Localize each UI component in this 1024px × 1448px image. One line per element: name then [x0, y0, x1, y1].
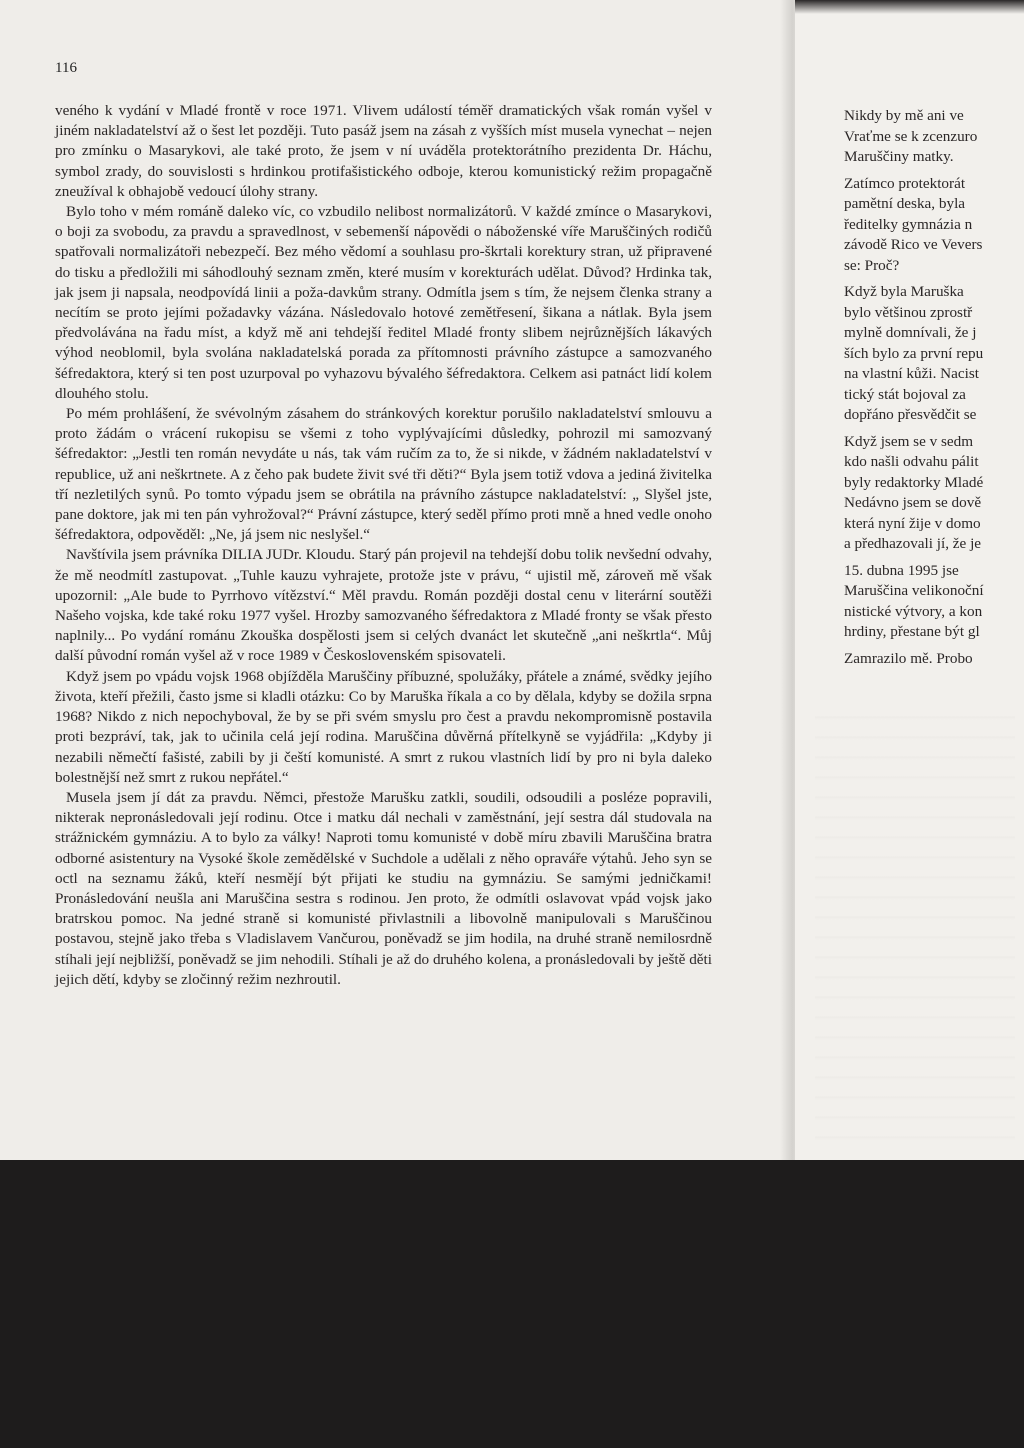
text-line: závodě Rico ve Vevers: [844, 236, 983, 253]
text-line: ších bylo za první repu: [844, 344, 984, 362]
paragraph: Když jsem po vpádu vojsk 1968 objížděla Maruščiny příbuzné, spolužáky, přátele a známé, svědky jejího života, kteří přežili, často jsme si kladli otázku: Co by Maruška říkala a co by dělala, kdyby se dožila srpna 1968? Nikdo z nich nepochyboval, že by se při svém smyslu pro čest a pravdu nekompromisně postavila proti bezpráví, tak, jak to učinila celá její rodina. Maruščina důvěrná přítelkyně se vyjádřila: „Kdyby ji nezabili němečtí fašisté, zabili by ji čeští komunisté. A smrt z rukou vlastních lidí by pro ni byla daleko bolestnější než smrt z rukou nepřátel.“: [55, 667, 712, 786]
text-line: Nedávno jsem se dově: [844, 494, 982, 511]
body-text: [55, 101, 712, 990]
scan-background: [0, 1160, 1024, 1448]
paragraph: Bylo toho v mém románě daleko víc, co vzbudilo nelibost normalizátorů. V každé zmínce o Masarykovi, o boji za svobodu, za pravdu a spravedlnost, v sebemenší nápovědi o náboženské víře Maruščiných rodičů spatřovali normalizátoři nebezpečí. Bez mého vědomí a souhlasu pro-škrtali korektury stran, už připravené do tisku a předložili mi sáhodlouhý seznam změn, které musím v korekturách udělat. Důvod? Hrdinka tak, jak jsem ji napsala, neodpovídá linii a poža-davkům strany. Odmítla jsem s tím, že nejsem členka strany a necítím se proto jejími požadavky vázána. Následovalo hotové zemětřesení, šikana a nátlak. Byla jsem předvolávána na řadu míst, a když mě ani tehdejší ředitel Mladé fronty slibem nejrůznějších lákavých výhod neoblomil, byla svolána nakladatelská porada za přítomnosti právního zástupce a samozvaného šéfredaktora, který si ten post uzurpoval po vyhazovu bývalého šéfredaktora. Celkem asi patnáct lidí kolem dlouhého stolu.: [55, 203, 712, 402]
paragraph: veného k vydání v Mladé frontě v roce 1971. Vlivem událostí téměř dramatických však román vyšel v jiném nakladatelství až o šest let později. Tuto pasáž jsem na zásah z vyšších míst musela vynechat – nejen pro zmínku o Masarykovi, ale také proto, že jsem v ní uváděla protektorátního prezidenta Dr. Háchu, symbol zrady, do souvislosti s hrdinkou protifašistického odboje, kterou komunistický režim propagačně zneužíval k obhajobě vedoucí úlohy strany.: [55, 102, 712, 200]
text-line: Když byla Maruška: [844, 283, 964, 300]
text-line: Maruščiny matky.: [844, 148, 954, 165]
text-line: na vlastní kůži. Nacist: [844, 365, 979, 382]
paragraph: Navštívila jsem právníka DILIA JUDr. Kloudu. Starý pán projevil na tehdejší dobu tolik nevšední odvahy, že mě neodmítl zastupovat. „Tuhle kauzu vyhrajete, protože jste v právu, “ ujistil mě, zároveň mě však upozornil: „Ale bude to Pyrrhovo vítězství.“ Měl pravdu. Román později dostal cenu v literární soutěži Našeho vojska, kde také roku 1977 vyšel. Hrozby samozvaného šéfredaktora z Mladé fronty se však přesto naplnily... Po vydání románu Zkouška dospělosti jsem si celých dvanáct let skutečně „ani neškrtla“. Můj další původní román vyšel až v roce 1989 v Československém spisovateli.: [55, 546, 712, 665]
text-line: kdo našli odvahu pálit: [844, 453, 979, 470]
text-line: 15. dubna 1995 jse: [844, 561, 959, 579]
text-line: Vraťme se k zcenzuro: [844, 127, 978, 145]
text-line: Zatímco protektorát: [844, 174, 966, 192]
text-line: která nyní žije v domo: [844, 514, 981, 532]
paragraph: Musela jsem jí dát za pravdu. Němci, přestože Marušku zatkli, soudili, odsoudili a posléze popravili, nikterak nepronásledovali její rodinu. Otce i matku dál nechali v zaměstnání, její sestra dál studovala na strážnickém gymnáziu. A to bylo za války! Naproti tomu komunisté v době míru zbavili Maruščina bratra odborné asistentury na Vysoké škole zemědělské v Suchdole a udělali z něho opraváře výtahů. Jeho syn se octl na seznamu žáků, kteří nesmějí být přijati ke studiu na gymnáziu. Se samými jedničkami! Pronásledování neušla ani Maruščina sestra s rodinou. Jen proto, že odmítli oslavovat vpád vojsk jako bratrskou pomoc. Na jedné straně si komunisté přivlastnili a libovolně manipulovali s Maruščinou postavou, stejně jako třeba s Vladislavem Vančurou, poněvadž se jim hodila, na druhé straně nemilosrdně stíhali její nejbližší, poněvadž se jim nehodili. Stíhali je až do druhého kolena, a pronásledovali by ještě děti jejich dětí, kdyby se zločinný režim nezhroutil.: [55, 788, 712, 988]
page-shadow: [795, 0, 1024, 14]
bleed-through-text: [815, 700, 1015, 1150]
right-page: [795, 0, 1024, 1160]
text-line: Zamrazilo mě. Probo: [844, 649, 973, 667]
right-page-text: [844, 106, 1024, 669]
text-line: nistické výtvory, a kon: [844, 602, 983, 620]
text-line: Nikdy by mě ani ve: [844, 107, 964, 124]
text-line: bylo většinou zprostř: [844, 303, 973, 321]
text-line: Maruščina velikonoční: [844, 582, 984, 599]
text-line: hrdiny, přestane být gl: [844, 623, 980, 640]
text-line: pamětní deska, byla: [844, 195, 966, 212]
text-line: dopřáno přesvědčit se: [844, 406, 977, 423]
paragraph: Po mém prohlášení, že svévolným zásahem do stránkových korektur porušilo nakladatelství smlouvu a proto žádám o vrácení rukopisu se všemi z toho vyplývajícími důsledky, pohrozil mi samozvaný šéfredaktor: „Jestli ten román nevydáte u nás, tak vám ručím za to, že si nikde, v žádném nakladatelství v republice, už ani neškrtnete. A z čeho pak budete živit své tři děti?“ Byla jsem totiž vdova a jediná živitelka tří nezletilých synů. Po tomto výpadu jsem se obrátila na právního zástupce nakladatelství: „ Slyšel jste, pane doktore, jak mi ten pán vyhrožoval?“ Právní zástupce, který seděl přímo proti mně a hned vedle onoho šéfredaktora, odpověděl: „Ne, já jsem nic neslyšel.“: [55, 405, 712, 544]
page-number: 116: [55, 60, 77, 76]
text-line: tický stát bojoval za: [844, 385, 966, 403]
text-line: a předhazovali jí, že je: [844, 535, 982, 552]
text-line: se: Proč?: [844, 256, 900, 274]
text-line: ředitelky gymnázia n: [844, 215, 973, 233]
text-line: byly redaktorky Mladé: [844, 473, 984, 491]
text-line: mylně domnívali, že j: [844, 324, 977, 341]
text-line: Když jsem se v sedm: [844, 432, 974, 450]
